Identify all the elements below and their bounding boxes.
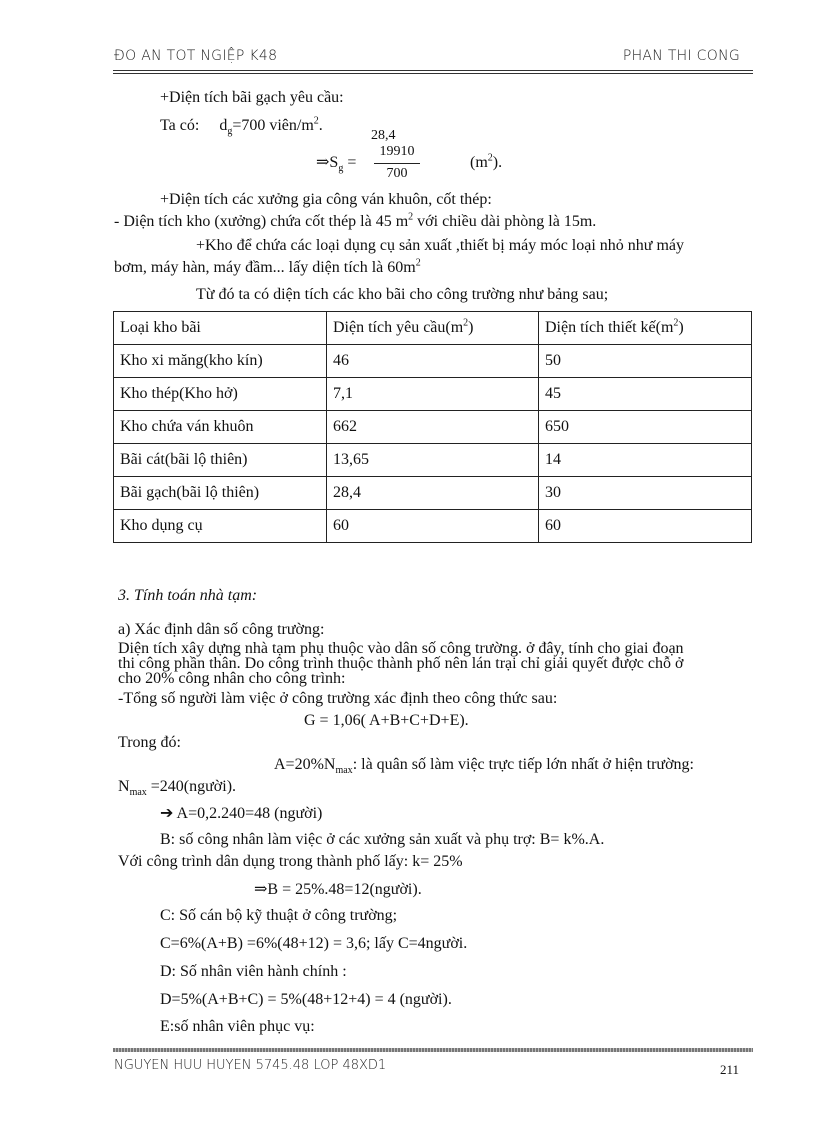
- fraction-unit: $(m^2)$.: [470, 152, 503, 171]
- b-calc: ⇒B = 25%.48=12(người).: [254, 881, 422, 898]
- para-line: Diện tích xây dựng nhà tạm phụ thuộc vào dân số công trường. ở đây, tính cho giai đoạn: [118, 640, 684, 657]
- table-cell: 7,1: [327, 378, 539, 411]
- header-rule-2: [113, 73, 753, 74]
- table-row: [114, 510, 752, 543]
- workshop-heading: +Diện tích các xưởng gia công ván khuôn, cốt thép:: [160, 191, 492, 208]
- header-rule: [113, 70, 753, 71]
- table-cell: 45: [539, 378, 752, 411]
- table-cell: 60: [327, 510, 539, 543]
- footer-left: NGUYEN HUU HUYEN 5745.48 LOP 48XD1: [114, 1058, 387, 1073]
- d-description: D: Số nhân viên hành chính :: [160, 963, 347, 980]
- table-cell: 13,65: [327, 444, 539, 477]
- brick-area-heading: +Diện tích bãi gạch yêu cầu:: [160, 89, 344, 106]
- table-cell: 650: [539, 411, 752, 444]
- table-cell: Kho xi măng(kho kín): [114, 345, 327, 378]
- footer-rule: [113, 1048, 753, 1052]
- table-intro: Từ đó ta có diện tích các kho bãi cho công trường như bảng sau;: [196, 286, 609, 303]
- table-row: [114, 444, 752, 477]
- table-cell: Bãi gạch(bãi lộ thiên): [114, 477, 327, 510]
- para-line: cho 20% công nhân cho công trình:: [118, 670, 346, 687]
- table-cell: Kho chứa ván khuôn: [114, 411, 327, 444]
- para-line: thi công phần thân. Do công trình thuộc thành phố nên lán trại chỉ giải quyết được chỗ ở: [118, 655, 684, 672]
- table-cell: Kho dụng cụ: [114, 510, 327, 543]
- table-cell: 46: [327, 345, 539, 378]
- nmax-line: $N_{max}$ =240(người).: [118, 778, 237, 799]
- trong-do: Trong đó:: [118, 734, 181, 751]
- table-header-row: [114, 312, 752, 345]
- table-cell: 60: [539, 510, 752, 543]
- b-k-line: Với công trình dân dụng trong thành phố lấy: k= 25%: [118, 853, 463, 870]
- table-header-cell: Diện tích yêu $cầu(m^2)$: [327, 312, 539, 345]
- steel-store-line: - Diện tích kho (xưởng) chứa cốt thép là 45 $m^2$ với chiều dài phòng là 15m.: [114, 211, 597, 230]
- fraction-numerator: 19910: [379, 144, 415, 159]
- header-right: PHAN THI CONG: [622, 48, 740, 64]
- section-title: 3. Tính toán nhà tạm:: [118, 587, 258, 604]
- d-calc: D=5%(A+B+C) = 5%(48+12+4) = 4 (người).: [160, 991, 452, 1008]
- header-left: ĐO AN TOT NGIỆP K48: [114, 48, 278, 64]
- table-header-cell: Loại kho bãi: [114, 312, 327, 345]
- para-line: -Tổng số người làm việc ở công trường xác định theo công thức sau:: [118, 690, 558, 707]
- table-row: [114, 411, 752, 444]
- storage-area-table: [113, 311, 752, 543]
- table-row: [114, 378, 752, 411]
- table-row: [114, 345, 752, 378]
- table-cell: 14: [539, 444, 752, 477]
- c-description: C: Số cán bộ kỹ thuật ở công trường;: [160, 907, 398, 924]
- table-row: [114, 477, 752, 510]
- table-cell: Kho thép(Kho hở): [114, 378, 327, 411]
- fraction-denominator: 700: [386, 166, 408, 181]
- e-description: E:số nhân viên phục vụ:: [160, 1018, 315, 1035]
- table-cell: 662: [327, 411, 539, 444]
- c-calc: C=6%(A+B) =6%(48+12) = 3,6; lấy C=4người.: [160, 935, 468, 952]
- a-definition: $A=20\%N_{max}$: là quân số làm việc trực tiếp lớn nhất ở hiện trường:: [274, 756, 694, 777]
- tool-store-line-2: bơm, máy hàn, máy đầm... lấy diện tích là $60m^2$: [114, 257, 421, 276]
- fraction-bar: [374, 163, 420, 164]
- ta-co-line: Ta có: $d_g=700$ viên/$m^2$.: [160, 115, 323, 138]
- table-cell: 50: [539, 345, 752, 378]
- table-cell: Bãi cát(bãi lộ thiên): [114, 444, 327, 477]
- tool-store-line: +Kho để chứa các loại dụng cụ sản xuất ,thiết bị máy móc loại nhỏ như máy: [196, 237, 685, 254]
- subsection-a: a) Xác định dân số công trường:: [118, 621, 325, 638]
- fraction-overstrike: 28,4: [371, 128, 396, 143]
- a-calc: ➔ A=0,2.240=48 (người): [160, 805, 323, 822]
- table-cell: 28,4: [327, 477, 539, 510]
- table-header-cell: Diện tích thiết $kế(m^2)$: [539, 312, 752, 345]
- page-number: 211: [720, 1062, 740, 1077]
- fraction-lhs: $\Rightarrow S_g$ =: [316, 154, 357, 175]
- formula-g: G = 1,06( A+B+C+D+E).: [304, 712, 469, 729]
- table-cell: 30: [539, 477, 752, 510]
- b-description: B: số công nhân làm việc ở các xưởng sản xuất và phụ trợ: B= k%.A.: [160, 831, 605, 848]
